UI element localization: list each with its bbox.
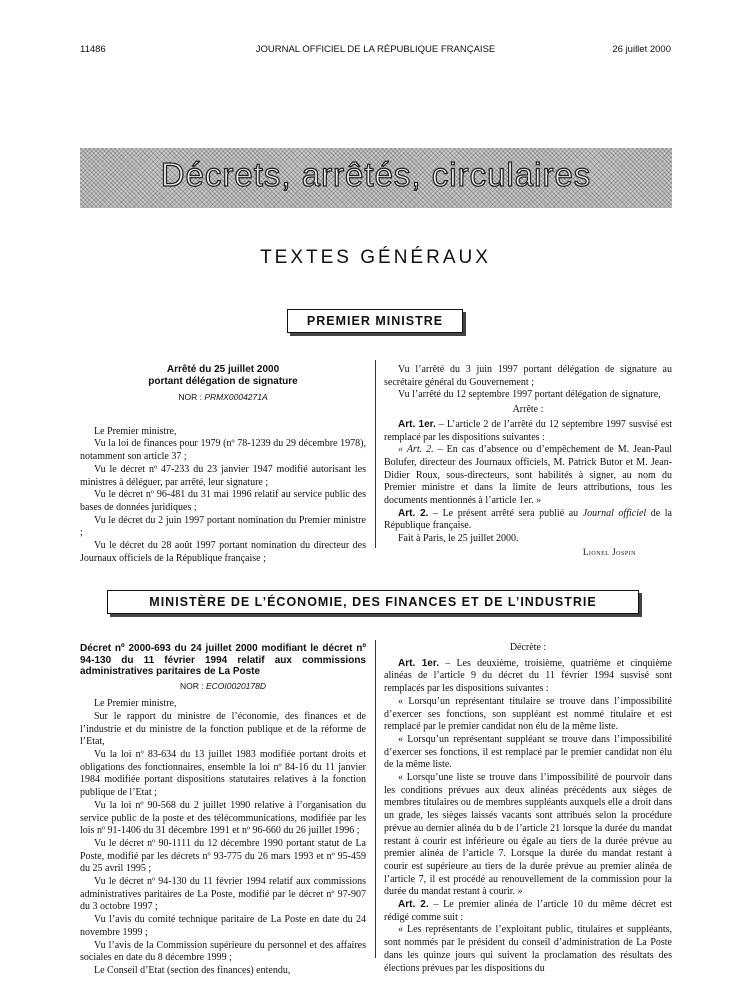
- doc2-paragraph: Vu la loi nº 90-568 du 2 juillet 1990 relative à l’organisation du service public de la poste et des télécommunications, modifiée par les lois nº 91-1406 du 31 décembre 1991 et nº 96-660 du 26 juillet 1996 ;: [80, 799, 366, 837]
- doc2-paragraph: Vu le décret nº 90-1111 du 12 décembre 1990 portant statut de La Poste, modifié par les décrets nº 93-775 du 26 mars 1993 et nº 95-459 du 25 avril 1995 ;: [80, 837, 366, 875]
- nor-label: NOR :: [179, 680, 204, 691]
- doc2-paragraph: Vu le décret nº 94-130 du 11 février 1994 relatif aux commissions administratives paritaires de La Poste, modifié par le décret nº 97-907 du 3 octobre 1997 ;: [80, 876, 366, 913]
- section-title: TEXTES GÉNÉRAUX: [260, 247, 491, 268]
- doc2-paragraph: Le Conseil d’Etat (section des finances) entendu,: [94, 964, 291, 976]
- doc1-paragraph: Vu la loi de finances pour 1979 (nº 78-1239 du 29 décembre 1978), notamment son article 37 ;: [80, 438, 366, 463]
- doc1-paragraph: Vu le décret nº 96-481 du 31 mai 1996 relatif au service public des bases de données juridiques ;: [80, 489, 366, 513]
- nor-code: PRMX0004271A: [204, 392, 268, 402]
- doc1-paragraph: Vu le décret du 28 août 1997 portant nomination du directeur des Journaux officiels de la République française ;: [80, 540, 366, 564]
- doc2-paragraph: Vu l’avis de la Commission supérieure du personnel et des affaires sociales en date du 8 décembre 1999 ;: [80, 939, 366, 964]
- doc2-title: Décret nº 2000-693 du 24 juillet 2000 modifiant le décret nº 94-130 du 11 février 1994 relatif aux commissions administratives paritaires de La Poste: [80, 643, 366, 677]
- banner-title: Décrets, arrêtés, circulaires: [160, 156, 592, 193]
- article-text: – Les deuxième, troisième, quatrième et cinquième alinéas de l’article 9 du décret du 11 février 1994 susvisé sont remplacés par les dispositions suivantes :: [384, 657, 672, 695]
- doc1-paragraph: Vu l’arrêté du 3 juin 1997 portant délégation de signature au secrétaire général du Gouvernement ;: [384, 364, 672, 388]
- article-label: Art. 1er.: [398, 657, 439, 669]
- doc1-article-1: [384, 419, 672, 444]
- ministry-name: MINISTÈRE DE L’ÉCONOMIE, DES FINANCES ET DE L’INDUSTRIE: [149, 595, 597, 609]
- doc2-right-column: [384, 642, 672, 975]
- doc2-left-column: [80, 643, 366, 978]
- decrees-banner: [80, 148, 672, 208]
- doc2-article-1: [384, 658, 672, 696]
- doc1-paragraph: Vu l’arrêté du 12 septembre 1997 portant délégation de signature,: [398, 389, 661, 401]
- article-quote-label: « Art. 2.: [398, 444, 434, 456]
- header-date: 26 juillet 2000: [612, 44, 671, 55]
- article-label: Art. 1er.: [398, 418, 436, 430]
- page-number: 11486: [80, 44, 106, 55]
- doc1-nor: [80, 391, 366, 404]
- ministry-box-economie: [107, 590, 639, 614]
- nor-label: NOR :: [178, 392, 202, 402]
- doc1-title-line1: Arrêté du 25 juillet 2000: [166, 364, 280, 375]
- doc1-arrete: Arrête :: [512, 404, 544, 416]
- article-quote-text: – En cas d’absence ou d’empêchement de M. Jean-Paul Bolufer, directeur des Journaux officiels, M. Patrick Butor et M. Jean-Didier Roux, sous-directeurs, sont habilités à signer, au nom du Premier ministre et dans la limite de leurs attributions, tous les documents mentionnés à l’article 1er. »: [384, 444, 672, 507]
- journal-name: Journal officiel: [582, 507, 647, 519]
- doc2-quote: « Lorsqu’une liste se trouve dans l’impossibilité de pourvoir dans les conditions prévues aux deux alinéas précédents aux sièges de membres titulaires ou de membres suppléants auxquels elle a droit dans un grade, les sièges laissés vacants sont attribués selon la procédure prévue au dernier alinéa du b de l’article 21 lorsque la durée du mandat restant à courir est inférieure ou égale au tiers de la durée prévue au premier alinéa de l’article 7. Lorsque la durée du mandat restant à courir est supérieure au tiers de la durée prévue au premier alinéa de l’article 7, il est procédé au renouvellement de la commission pour la durée du mandat restant à courir. »: [384, 772, 672, 898]
- doc2-quote: « Les représentants de l’exploitant public, titulaires et suppléants, sont nommés par le président du conseil d’administration de La Poste dans les quinze jours qui suivent la proclamation des résultats des élections prévues par les dispositions du: [384, 924, 672, 974]
- article-label: Art. 2.: [398, 899, 429, 911]
- doc1-article-quote: [384, 444, 672, 508]
- doc2-article-2: [384, 899, 672, 924]
- doc2-decrete: Décrète :: [509, 642, 547, 653]
- doc1-left-column: [80, 364, 366, 565]
- doc2-paragraph: Vu l’avis du comité technique paritaire de La Poste en date du 24 novembre 1999 ;: [80, 914, 366, 938]
- doc1-right-column: [384, 364, 672, 559]
- column-divider: [375, 640, 376, 958]
- doc1-paragraph: Vu le décret nº 47-233 du 23 janvier 1947 modifié autorisant les ministres à déléguer, par arrêté, leur signature ;: [80, 463, 366, 488]
- journal-title: JOURNAL OFFICIEL DE LA RÉPUBLIQUE FRANÇAISE: [255, 44, 496, 55]
- nor-code: ECOI0020178D: [205, 680, 266, 691]
- doc1-paragraph: Le Premier ministre,: [94, 425, 177, 437]
- doc2-quote: « Lorsqu’un représentant titulaire se trouve dans l’impossibilité d’exercer ses fonctions, son suppléant est nommé titulaire et est remplacé par le premier candidat non élu de la même liste.: [384, 695, 672, 733]
- doc1-signature: Lionel Jospin: [582, 546, 636, 557]
- doc2-paragraph: Vu la loi nº 83-634 du 13 juillet 1983 modifiée portant droits et obligations des fonctionnaires, ensemble la loi nº 84-16 du 11 janvier 1984 modifiée portant dispositions statutaires relatives à la fonction publique de l’Etat ;: [80, 749, 366, 799]
- article-text: – Le présent arrêté sera publié au: [428, 507, 583, 519]
- article-text: de la République française.: [384, 507, 672, 532]
- doc1-article-2: [384, 508, 672, 533]
- doc1-title-line2: portant délégation de signature: [148, 375, 298, 387]
- doc1-done: Fait à Paris, le 25 juillet 2000.: [398, 533, 519, 545]
- doc1-paragraph: Vu le décret du 2 juin 1997 portant nomination du Premier ministre ;: [80, 514, 366, 539]
- column-divider: [375, 360, 376, 548]
- doc2-nor: [80, 680, 366, 693]
- doc2-quote: « Lorsqu’un représentant suppléant se trouve dans l’impossibilité d’exercer ses fonctions, il est remplacé par le premier candidat non élu de la même liste.: [384, 733, 672, 771]
- article-label: Art. 2.: [398, 507, 429, 519]
- doc2-paragraph: Le Premier ministre,: [94, 698, 177, 710]
- doc2-paragraph: Sur le rapport du ministre de l’économie, des finances et de l’industrie et du ministre de la fonction publique et de la réforme de l’Etat,: [80, 710, 366, 748]
- article-text: – Le premier alinéa de l’article 10 du même décret est rédigé comme suit :: [384, 899, 672, 923]
- ministry-box-premier-ministre: [287, 309, 463, 333]
- article-text: – L’article 2 de l’arrêté du 12 septembre 1997 susvisé est remplacé par les dispositions suivantes :: [384, 418, 672, 443]
- ministry-name: PREMIER MINISTRE: [306, 314, 444, 328]
